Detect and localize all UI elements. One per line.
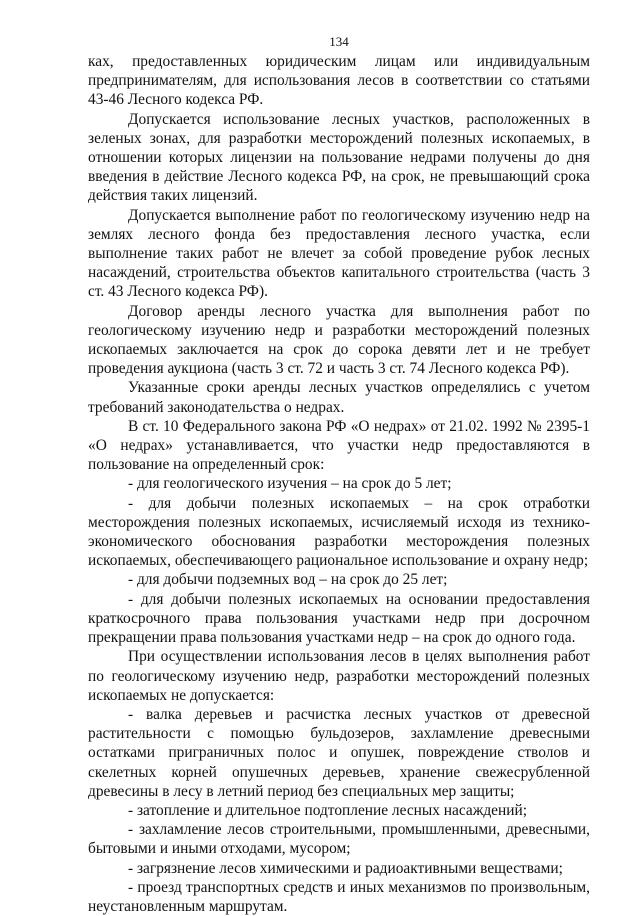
- list-item: - для добычи полезных ископаемых на основании предоставления краткосрочного права пользования участками недр при досрочном прекращении права пользования участками недр – на срок до одного года.: [88, 590, 590, 647]
- paragraph: Допускается выполнение работ по геологическому изучению недр на землях лесного фонда без предоставления лесного участка, если выполнение таких работ не влечет за собой проведение рубок лесных насаждений, строительства объектов капитального строительства (часть 3 ст. 43 Лесного кодекса РФ).: [88, 206, 590, 301]
- list-item: - проезд транспортных средств и иных механизмов по произвольным, неустановленным маршрутам.: [88, 878, 590, 915]
- list-item: - загрязнение лесов химическими и радиоактивными веществами;: [128, 859, 563, 877]
- paragraph: Договор аренды лесного участка для выполнения работ по геологическому изучению недр и разработки месторождений полезных ископаемых заключается на срок до сорока девяти лет и не требует проведения аукциона (часть 3 ст. 72 и часть 3 ст. 74 Лесного кодекса РФ).: [88, 302, 590, 378]
- page-number: 134: [329, 34, 349, 49]
- list-item: - захламление лесов строительными, промышленными, древесными, бытовыми и иными отходами, мусором;: [88, 821, 590, 858]
- paragraph: Указанные сроки аренды лесных участков определялись с учетом требований законодательства о недрах.: [88, 379, 590, 416]
- paragraph: ках, предоставленных юридическим лицам или индивидуальным предпринимателям, для использования лесов в соответствии со статьями 43-46 Лесного кодекса РФ.: [88, 53, 590, 109]
- paragraph: В ст. 10 Федерального закона РФ «О недрах» от 21.02. 1992 № 2395-1 «О недрах» устанавливается, что участки недр предоставляются в пользование на определенный срок:: [88, 417, 590, 474]
- list-item: - для добычи полезных ископаемых – на срок отработки месторождения полезных ископаемых, исчисляемый исходя из технико-экономического обоснования разработки месторождения полезных ископаемых, обеспечивающего рациональное использование и охрану недр;: [88, 494, 590, 570]
- list-item: - для добычи подземных вод – на срок до 25 лет;: [128, 571, 448, 589]
- list-item: - валка деревьев и расчистка лесных участков от древесной растительности с помощью бульдозеров, захламление древесными остатками приграничных полос и опушек, повреждение стволов и скелетных корней опушечных деревьев, хранение свежесрубленной древесины в лесу в летний период без специальных мер защиты;: [88, 705, 590, 800]
- list-item: - для геологического изучения – на срок до 5 лет;: [128, 475, 452, 493]
- paragraph: Допускается использование лесных участков, расположенных в зеленых зонах, для разработки месторождений полезных ископаемых, в отношении которых лицензии на пользование недрами получены до дня введения в действие Лесного кодекса РФ, на срок, не превышающий срока действия таких лицензий.: [88, 110, 590, 205]
- body-text: [88, 52, 590, 916]
- paragraph: При осуществлении использования лесов в целях выполнения работ по геологическому изучению недр, разработки месторождений полезных ископаемых не допускается:: [88, 648, 590, 704]
- list-item: - затопление и длительное подтопление лесных насаждений;: [128, 801, 527, 819]
